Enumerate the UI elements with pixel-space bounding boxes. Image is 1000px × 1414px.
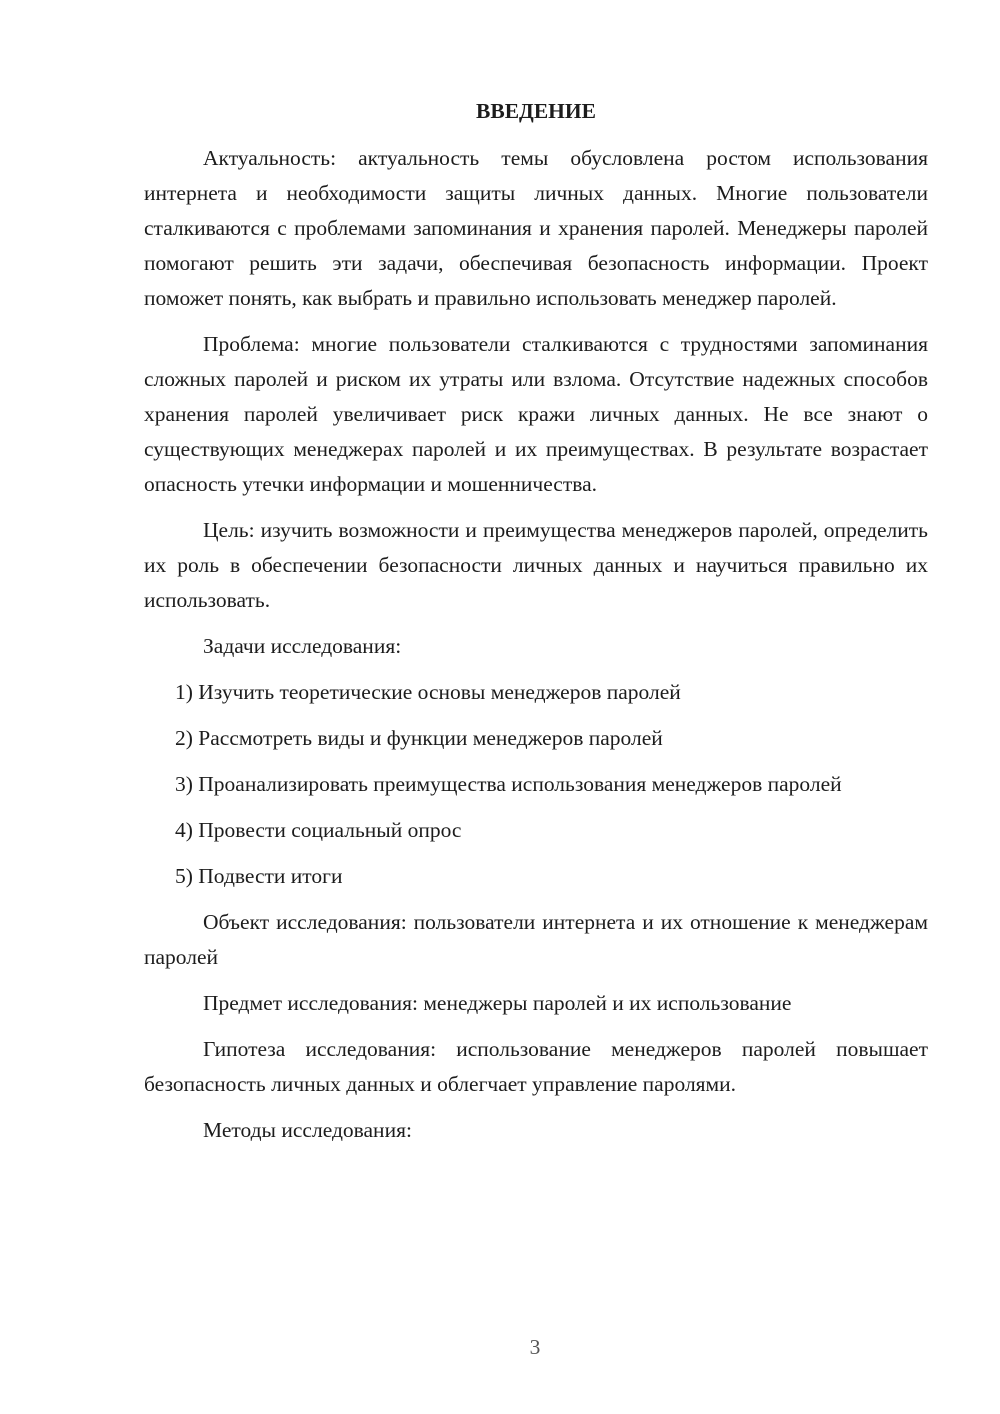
task-item-5: 5) Подвести итоги bbox=[175, 864, 343, 888]
subject-paragraph: Предмет исследования: менеджеры паролей и их использование bbox=[203, 991, 792, 1015]
page-content bbox=[144, 94, 928, 1159]
task-item-3: 3) Проанализировать преимущества использования менеджеров паролей bbox=[175, 772, 842, 796]
hypothesis-paragraph: Гипотеза исследования: использование менеджеров паролей повышает безопасность личных данных и облегчает управление паролями. bbox=[144, 1037, 928, 1096]
tasks-heading: Задачи исследования: bbox=[203, 634, 402, 658]
task-item-4: 4) Провести социальный опрос bbox=[175, 818, 462, 842]
object-paragraph: Объект исследования: пользователи интернета и их отношение к менеджерам паролей bbox=[144, 910, 928, 969]
relevance-paragraph: Актуальность: актуальность темы обусловлена ростом использования интернета и необходимости защиты личных данных. Многие пользователи сталкиваются с проблемами запоминания и хранения паролей. Менеджеры паролей помогают решить эти задачи, обеспечивая безопасность информации. Проект поможет понять, как выбрать и правильно использовать менеджер паролей. bbox=[144, 146, 928, 310]
goal-paragraph: Цель: изучить возможности и преимущества менеджеров паролей, определить их роль в обеспечении безопасности личных данных и научиться правильно их использовать. bbox=[144, 518, 928, 612]
problem-paragraph: Проблема: многие пользователи сталкиваются с трудностями запоминания сложных паролей и риском их утраты или взлома. Отсутствие надежных способов хранения паролей увеличивает риск кражи личных данных. Не все знают о существующих менеджерах паролей и их преимуществах. В результате возрастает опасность утечки информации и мошенничества. bbox=[144, 332, 928, 496]
task-item-1: 1) Изучить теоретические основы менеджеров паролей bbox=[175, 680, 681, 704]
task-item-2: 2) Рассмотреть виды и функции менеджеров паролей bbox=[175, 726, 663, 750]
page-title: ВВЕДЕНИЕ bbox=[476, 99, 596, 123]
methods-heading: Методы исследования: bbox=[203, 1118, 412, 1142]
page-number: 3 bbox=[529, 1335, 541, 1359]
